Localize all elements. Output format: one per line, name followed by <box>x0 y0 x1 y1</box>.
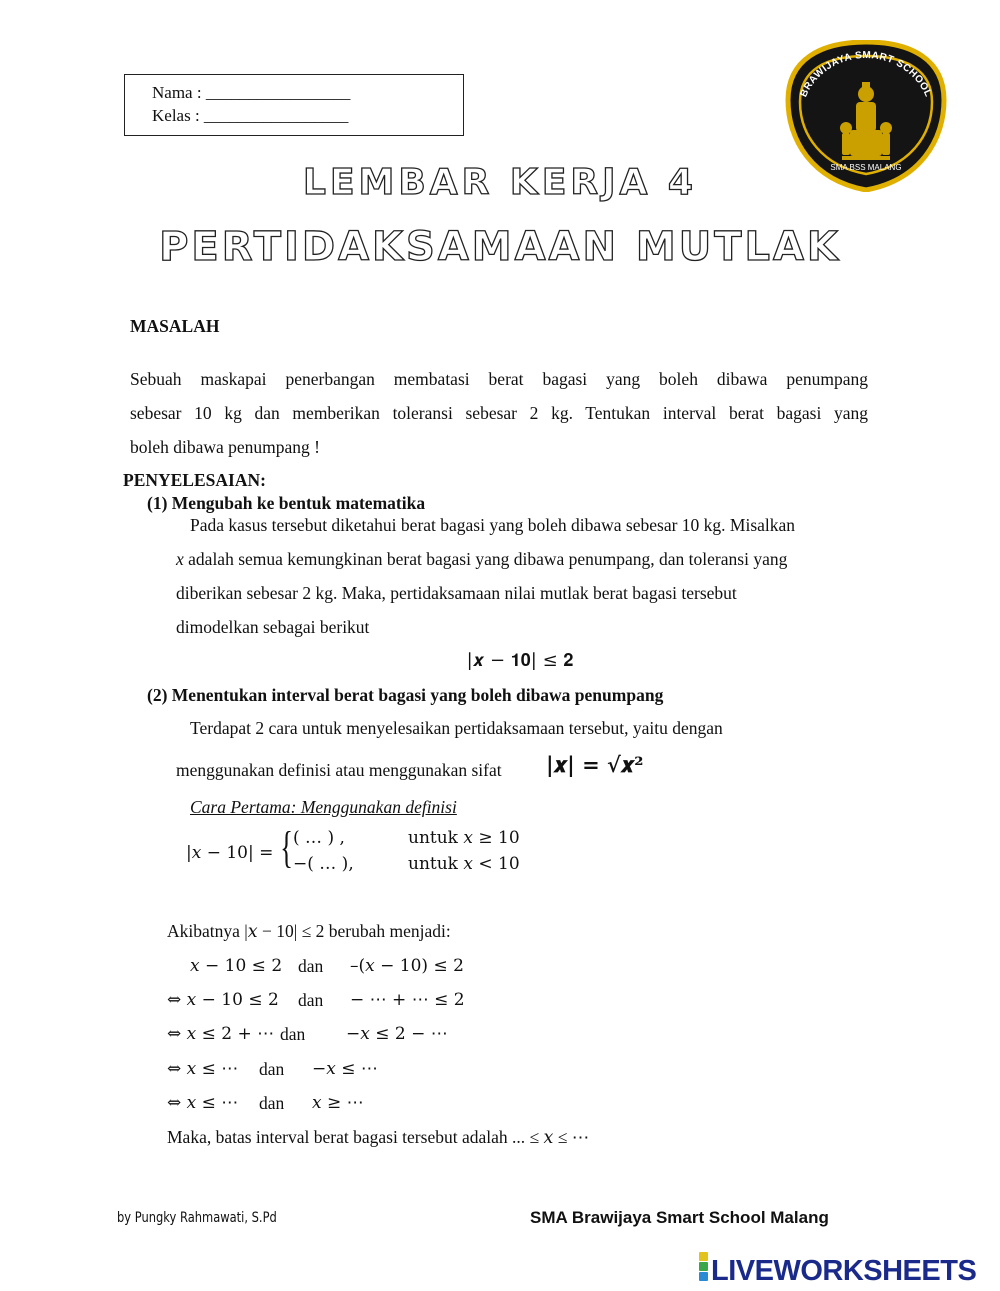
definition-condition-2: untuk 𝑥 < 10 <box>408 854 520 874</box>
school-name: SMA Brawijaya Smart School Malang <box>530 1208 829 1227</box>
step-2-line-2: menggunakan definisi atau menggunakan sifat <box>176 760 502 780</box>
solution-heading: PENYELESAIAN: <box>123 470 266 490</box>
step-right-1[interactable]: –(𝑥 − 10) ≤ 2 <box>350 956 464 976</box>
method-1-title: Cara Pertama: Menggunakan definisi <box>190 797 457 817</box>
variable-x: x <box>176 549 184 569</box>
step-left-1[interactable]: 𝑥 − 10 ≤ 2 <box>190 956 283 976</box>
class-field[interactable]: Kelas : _________________ <box>152 106 349 125</box>
name-class-box <box>124 74 464 136</box>
brace-icon: { <box>280 823 293 872</box>
step-left-3[interactable]: ⇔ 𝑥 ≤ 2 + ⋯ <box>167 1024 275 1044</box>
definition-case-1[interactable]: ( … ) , <box>293 828 345 848</box>
step-conj-4: dan <box>259 1059 285 1079</box>
step-1-line-1: Pada kasus tersebut diketahui berat bagasi yang boleh dibawa sebesar 10 kg. Misalkan <box>190 515 796 535</box>
liveworksheets-brand-text: LIVEWORKSHEETS <box>711 1255 977 1287</box>
step-right-2[interactable]: − ⋯ + ⋯ ≤ 2 <box>350 990 465 1010</box>
conclusion[interactable]: Maka, batas interval berat bagasi tersebut adalah ... ≤ 𝑥 ≤ ⋯ <box>167 1127 590 1147</box>
step-left-2[interactable]: ⇔ 𝑥 − 10 ≤ 2 <box>167 990 279 1010</box>
absolute-value-property: |𝒙| = √𝒙² <box>546 752 644 777</box>
problem-heading: MASALAH <box>130 316 220 336</box>
step-1-line-4: dimodelkan sebagai berikut <box>176 617 370 637</box>
name-field[interactable]: Nama : _________________ <box>152 83 351 102</box>
step-right-3[interactable]: −𝑥 ≤ 2 − ⋯ <box>346 1024 448 1044</box>
liveworksheets-blocks-icon <box>699 1252 708 1282</box>
model-inequality: |𝒙 − 𝟏𝟎| ≤ 𝟐 <box>466 650 574 671</box>
step-right-5[interactable]: 𝑥 ≥ ⋯ <box>312 1093 364 1113</box>
definition-condition-1: untuk 𝑥 ≥ 10 <box>408 828 520 848</box>
step-conj-3: dan <box>280 1024 306 1044</box>
step-right-4[interactable]: −𝑥 ≤ ⋯ <box>312 1059 378 1079</box>
step-2-line-1: Terdapat 2 cara untuk menyelesaikan pertidaksamaan tersebut, yaitu dengan <box>190 718 723 738</box>
step-left-5[interactable]: ⇔ 𝑥 ≤ ⋯ <box>167 1093 239 1113</box>
step-left-4[interactable]: ⇔ 𝑥 ≤ ⋯ <box>167 1059 239 1079</box>
step-conj-5: dan <box>259 1093 285 1113</box>
worksheet-subtitle: PERTIDAKSAMAAN MUTLAK <box>159 224 841 270</box>
author-credit: by Pungky Rahmawati, S.Pd <box>117 1210 277 1226</box>
step-conj-2: dan <box>298 990 324 1010</box>
problem-line-3: boleh dibawa penumpang ! <box>130 437 321 457</box>
consequence-intro: Akibatnya |𝑥 − 10| ≤ 2 berubah menjadi: <box>167 921 451 941</box>
problem-line-1: Sebuah maskapai penerbangan membatasi berat bagasi yang boleh dibawa penumpang <box>130 369 868 389</box>
step-2-title: (2) Menentukan interval berat bagasi yang boleh dibawa penumpang <box>147 685 664 705</box>
step-conj-1: dan <box>298 956 324 976</box>
step-1-line-3: diberikan sebesar 2 kg. Maka, pertidaksamaan nilai mutlak berat bagasi tersebut <box>176 583 737 603</box>
logo-text-bottom: SMA BSS MALANG <box>830 163 902 172</box>
worksheet-title: LEMBAR KERJA 4 <box>303 162 697 203</box>
step-1-line-2 <box>176 549 787 570</box>
logo-text-top: BRAWIJAYA SMART SCHOOL <box>798 49 934 99</box>
step-1-title: (1) Mengubah ke bentuk matematika <box>147 493 426 513</box>
step-1-line-2-text: adalah semua kemungkinan berat bagasi yang dibawa penumpang, dan toleransi yang <box>183 549 788 569</box>
liveworksheets-logo <box>699 1252 976 1288</box>
problem-line-2: sebesar 10 kg dan memberikan toleransi sebesar 2 kg. Tentukan interval berat bagasi yang <box>130 403 868 423</box>
definition-case-2[interactable]: −( … ), <box>293 854 354 874</box>
definition-lhs: |𝑥 − 10| = <box>186 843 274 863</box>
